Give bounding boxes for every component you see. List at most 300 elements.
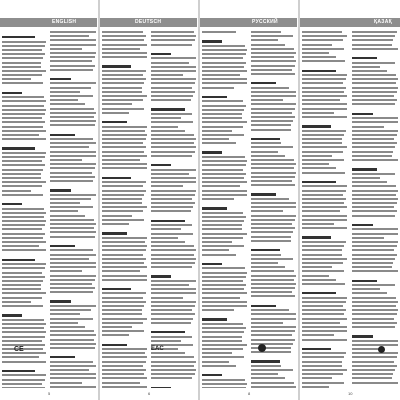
text-line: [102, 206, 147, 208]
text-line: [2, 190, 31, 192]
text-line: [302, 52, 329, 54]
text-line: [102, 39, 144, 41]
text-line: [352, 151, 393, 153]
text-line: [151, 241, 185, 243]
text-line: [251, 39, 278, 41]
text-line: [151, 361, 196, 363]
text-line: [302, 330, 347, 332]
text-line: [102, 352, 145, 354]
text-line: [151, 309, 192, 311]
text-line: [2, 208, 44, 210]
text-line: [50, 116, 94, 118]
text-line: [151, 164, 171, 166]
text-line: [251, 69, 292, 71]
text-line: [251, 91, 296, 93]
text-line: [251, 129, 291, 131]
text-line: [251, 227, 295, 229]
text-line: [251, 266, 285, 268]
text-line: [251, 176, 295, 178]
text-line: [251, 334, 292, 336]
text-line: [251, 193, 276, 195]
text-line: [251, 249, 280, 251]
text-line: [202, 284, 246, 286]
text-line: [151, 48, 196, 50]
text-line: [2, 254, 46, 256]
text-line: [202, 146, 247, 148]
text-line: [50, 318, 93, 320]
text-line: [102, 142, 143, 144]
text-line: [302, 95, 347, 97]
text-line: [50, 103, 85, 105]
text-line: [352, 322, 397, 324]
text-line: [50, 56, 95, 58]
text-line: [202, 74, 240, 76]
text-line: [352, 173, 395, 175]
text-line: [151, 336, 192, 338]
text-line: [202, 263, 222, 265]
text-line: [251, 146, 293, 148]
header-label-russian: РУССКИЙ: [252, 19, 278, 25]
text-line: [102, 91, 142, 93]
text-line: [302, 334, 334, 336]
text-line: [2, 152, 46, 154]
text-line: [50, 262, 96, 264]
text-line: [352, 163, 398, 165]
text-line: [251, 198, 289, 200]
text-line: [251, 244, 296, 246]
text-line: [151, 130, 185, 132]
text-line: [352, 87, 398, 89]
text-line: [251, 172, 296, 174]
text-line: [50, 223, 96, 225]
text-line: [251, 44, 285, 46]
text-line: [2, 53, 45, 55]
text-line: [50, 60, 92, 62]
text-line: [2, 100, 46, 102]
text-line: [251, 258, 293, 260]
text-line: [2, 105, 44, 107]
text-line: [102, 386, 147, 388]
text-line: [102, 270, 140, 272]
text-line: [202, 352, 232, 354]
text-line: [2, 379, 45, 381]
text-line: [151, 318, 193, 320]
text-line: [2, 31, 46, 33]
text-line: [102, 159, 140, 161]
text-line: [151, 301, 196, 303]
text-line: [202, 138, 229, 140]
text-line: [2, 181, 46, 183]
text-line: [2, 66, 41, 68]
text-line: [151, 169, 196, 171]
text-line: [202, 31, 236, 33]
text-line: [151, 270, 196, 272]
text-line: [2, 276, 45, 278]
text-line: [102, 210, 143, 212]
text-line: [251, 124, 291, 126]
text-line: [102, 369, 146, 371]
text-line: [251, 35, 293, 37]
text-line: [50, 202, 80, 204]
text-line: [2, 288, 41, 290]
text-line: [2, 126, 43, 128]
text-column: [102, 31, 147, 388]
text-line: [302, 108, 347, 110]
text-line: [151, 103, 196, 105]
text-line: [251, 120, 293, 122]
text-line: [151, 177, 196, 179]
text-line: [102, 348, 147, 350]
text-line: [2, 383, 42, 385]
text-line: [302, 343, 347, 345]
text-line: [102, 35, 146, 37]
text-line: [151, 146, 196, 148]
text-line: [251, 77, 296, 79]
text-line: [352, 318, 394, 320]
text-line: [50, 240, 96, 242]
text-line: [202, 113, 242, 115]
text-line: [2, 323, 46, 325]
text-line: [50, 52, 96, 54]
text-line: [2, 370, 35, 372]
text-line: [202, 336, 242, 338]
text-line: [102, 198, 142, 200]
text-line: [2, 305, 43, 307]
text-line: [151, 138, 196, 140]
text-line: [302, 167, 336, 169]
text-line: [2, 327, 44, 329]
text-line: [352, 99, 397, 101]
text-line: [50, 227, 94, 229]
text-line: [2, 177, 41, 179]
text-line: [151, 62, 189, 64]
text-line: [352, 117, 398, 119]
text-line: [251, 112, 292, 114]
text-line: [251, 386, 296, 388]
text-line: [2, 331, 46, 333]
text-line: [352, 155, 392, 157]
text-line: [352, 361, 394, 363]
text-line: [50, 159, 82, 161]
text-line: [50, 82, 96, 84]
text-line: [50, 231, 96, 233]
header-bar-english: [0, 18, 97, 27]
text-line: [2, 138, 46, 140]
text-line: [352, 138, 394, 140]
page-number: 5: [48, 391, 51, 396]
text-line: [151, 74, 183, 76]
text-line: [251, 180, 292, 182]
text-line: [102, 215, 132, 217]
text-line: [302, 309, 346, 311]
text-line: [2, 147, 35, 149]
text-line: [251, 184, 295, 186]
text-line: [2, 263, 46, 265]
text-line: [352, 292, 387, 294]
text-line: [2, 340, 42, 342]
text-line: [151, 292, 196, 294]
text-line: [352, 74, 396, 76]
text-line: [251, 82, 276, 84]
text-line: [50, 124, 95, 126]
text-line: [50, 279, 95, 281]
text-line: [50, 330, 94, 332]
text-line: [151, 121, 193, 123]
text-line: [50, 167, 95, 169]
text-line: [302, 348, 331, 350]
text-line: [50, 198, 91, 200]
text-line: [251, 254, 281, 256]
text-line: [352, 78, 398, 80]
text-line: [151, 31, 194, 33]
text-line: [2, 41, 46, 43]
text-line: [151, 220, 185, 222]
text-line: [2, 245, 39, 247]
text-line: [151, 151, 195, 153]
text-line: [302, 219, 347, 221]
text-line: [151, 224, 192, 226]
text-line: [151, 326, 196, 328]
gutter-3: [298, 0, 300, 400]
text-line: [202, 62, 246, 64]
text-line: [151, 185, 183, 187]
text-line: [251, 360, 280, 362]
text-column: [251, 31, 296, 388]
text-line: [352, 31, 397, 33]
text-line: [151, 373, 195, 375]
text-line: [302, 283, 345, 285]
text-line: [352, 35, 395, 37]
text-line: [251, 60, 296, 62]
text-line: [202, 151, 222, 153]
text-line: [302, 194, 343, 196]
text-line: [202, 327, 246, 329]
page-number: 6: [148, 391, 151, 396]
text-line: [302, 155, 332, 157]
text-line: [352, 301, 398, 303]
text-line: [202, 254, 236, 256]
text-line: [2, 36, 35, 38]
text-line: [352, 219, 398, 221]
text-line: [2, 57, 43, 59]
text-line: [202, 190, 247, 192]
text-line: [352, 228, 398, 230]
text-line: [151, 39, 195, 41]
text-line: [352, 82, 396, 84]
text-line: [302, 39, 343, 41]
text-line: [352, 373, 393, 375]
text-line: [352, 146, 395, 148]
text-line: [202, 297, 240, 299]
text-line: [352, 168, 377, 170]
text-line: [151, 215, 196, 217]
text-line: [352, 241, 398, 243]
text-line: [251, 151, 278, 153]
text-line: [302, 223, 334, 225]
text-line: [352, 377, 392, 379]
text-line: [202, 202, 247, 204]
text-line: [251, 167, 294, 169]
text-line: [2, 216, 44, 218]
text-line: [151, 108, 185, 110]
text-line: [102, 373, 144, 375]
text-line: [102, 167, 147, 169]
text-line: [202, 249, 229, 251]
text-line: [251, 159, 294, 161]
text-line: [151, 275, 171, 277]
text-line: [302, 287, 347, 289]
text-line: [202, 91, 247, 93]
text-line: [202, 49, 247, 51]
text-line: [302, 262, 343, 264]
text-line: [302, 210, 340, 212]
text-line: [202, 276, 246, 278]
text-line: [352, 206, 394, 208]
text-column: [352, 31, 398, 388]
text-line: [102, 134, 147, 136]
text-line: [202, 309, 234, 311]
text-line: [102, 227, 147, 229]
text-line: [302, 134, 344, 136]
text-column: [302, 31, 347, 388]
text-line: [251, 347, 291, 349]
text-line: [2, 198, 46, 200]
gutter-1: [98, 0, 100, 400]
text-line: [251, 275, 296, 277]
text-line: [302, 377, 332, 379]
text-line: [352, 190, 398, 192]
text-line: [102, 99, 143, 101]
text-line: [50, 138, 93, 140]
text-line: [151, 70, 196, 72]
text-line: [102, 297, 143, 299]
text-line: [202, 216, 246, 218]
text-line: [302, 44, 332, 46]
text-line: [102, 202, 142, 204]
text-line: [302, 301, 346, 303]
text-line: [2, 387, 45, 388]
text-line: [251, 103, 296, 105]
text-line: [251, 365, 281, 367]
text-line: [352, 177, 380, 179]
text-line: [202, 40, 222, 42]
text-line: [50, 283, 92, 285]
text-line: [102, 266, 147, 268]
text-line: [102, 172, 147, 174]
text-line: [50, 129, 96, 131]
text-line: [50, 95, 93, 97]
text-line: [202, 369, 247, 371]
text-line: [302, 159, 344, 161]
text-line: [151, 305, 195, 307]
text-line: [251, 240, 291, 242]
text-line: [352, 181, 387, 183]
text-line: [50, 386, 96, 388]
text-line: [202, 288, 244, 290]
text-line: [302, 87, 346, 89]
text-line: [50, 189, 71, 191]
text-line: [302, 56, 336, 58]
text-line: [2, 361, 46, 363]
text-line: [50, 291, 93, 293]
text-line: [302, 202, 344, 204]
text-line: [102, 44, 147, 46]
text-line: [302, 78, 346, 80]
text-line: [102, 382, 140, 384]
text-line: [251, 87, 289, 89]
text-line: [2, 233, 45, 235]
text-line: [50, 258, 89, 260]
text-line: [202, 301, 247, 303]
text-line: [352, 237, 384, 239]
text-line: [251, 309, 289, 311]
text-line: [202, 361, 229, 363]
text-line: [50, 69, 93, 71]
text-line: [102, 163, 147, 165]
text-line: [151, 181, 196, 183]
text-line: [202, 45, 245, 47]
header-bar-deutsch: [100, 18, 197, 27]
text-line: [2, 121, 45, 123]
text-line: [151, 99, 191, 101]
text-line: [251, 56, 294, 58]
text-line: [2, 292, 46, 294]
header-label-deutsch: DEUTSCH: [135, 19, 162, 25]
text-line: [302, 254, 342, 256]
text-line: [352, 130, 398, 132]
text-line: [151, 134, 194, 136]
text-line: [251, 305, 276, 307]
text-line: [251, 295, 295, 297]
text-line: [50, 334, 96, 336]
text-line: [202, 66, 244, 68]
text-line: [302, 181, 336, 183]
ce-mark: CE: [14, 346, 24, 353]
text-line: [251, 99, 283, 101]
text-line: [251, 322, 283, 324]
text-line: [352, 270, 398, 272]
text-line: [202, 318, 227, 320]
text-line: [151, 352, 185, 354]
text-line: [202, 142, 236, 144]
text-line: [352, 95, 394, 97]
text-line: [50, 176, 95, 178]
header-label-kazakh: ҚАЗАҚ: [374, 19, 392, 25]
text-line: [302, 112, 334, 114]
text-line: [251, 270, 294, 272]
text-line: [102, 288, 131, 290]
text-line: [202, 365, 236, 367]
text-line: [302, 215, 347, 217]
text-line: [151, 198, 192, 200]
text-line: [102, 194, 144, 196]
text-line: [202, 78, 247, 80]
text-line: [202, 331, 244, 333]
text-line: [2, 117, 42, 119]
text-line: [2, 169, 43, 171]
text-line: [102, 177, 131, 179]
text-line: [352, 335, 373, 337]
text-line: [302, 142, 342, 144]
text-line: [302, 70, 336, 72]
text-line: [302, 279, 336, 281]
header-bar-russian: [200, 18, 297, 27]
text-line: [352, 275, 398, 277]
text-line: [352, 288, 380, 290]
text-line: [251, 231, 293, 233]
text-line: [151, 356, 194, 358]
text-line: [2, 280, 43, 282]
